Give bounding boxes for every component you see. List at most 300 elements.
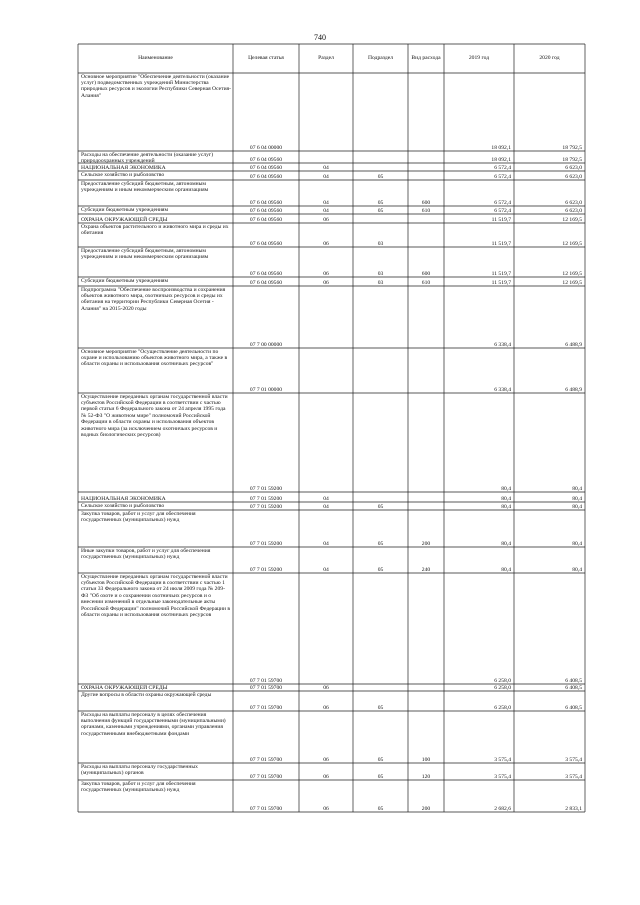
cell-text: 07 6 04 09560 [249,207,283,214]
subsection-cell [353,781,408,813]
page-number: 740 [314,33,326,42]
subsection-cell [353,207,408,215]
header-name: Наименование [138,55,173,62]
cell-text: Сельское хозяйство и рыболовство [81,502,165,509]
cell-text: 80,4 [501,503,511,510]
year-2020-cell [514,781,585,813]
cell-text: 2 833,1 [565,805,582,812]
cell-text: ОХРАНА ОКРУЖАЮЩЕЙ СРЕДЫ [81,684,168,691]
cell-text: Закупка товаров, работ и услуг для обеспечения государственных (муниципальных) нужд [81,510,196,523]
cell-text: 03 [377,240,384,247]
cell-text: 06 [323,805,329,812]
name-cell [78,503,233,511]
year-2019-cell [444,781,514,813]
cell-text: Субсидии бюджетным учреждениям [81,206,169,213]
expense-type-cell [408,164,444,172]
year-2019-cell [444,172,514,181]
subsection-cell [353,164,408,172]
cell-text: Предоставление субсидий бюджетным, автономным учреждениям и иным некоммерческим организациям [81,180,209,193]
section-cell [299,781,353,813]
section-cell [299,215,353,224]
cell-text: 05 [377,704,384,711]
cell-text: Расходы на выплаты персоналу в целях обеспечения выполнения функций государственными (муниципальными) органами, казенными учреждениями, органами управления государственными внебюджетными фондами [81,711,226,737]
cell-text: 07 7 01 59700 [249,684,283,691]
expense-type-cell [408,224,444,248]
name-cell [78,394,233,493]
subsection-cell [353,692,408,712]
subsection-cell [353,548,408,574]
year-2020-cell [514,685,585,692]
cell-text: 80,4 [501,540,511,547]
cell-text: 200 [421,805,431,812]
cell-text: 07 7 00 00000 [249,341,283,348]
header-year-2020: 2020 год [539,55,560,62]
subsection-cell [353,181,408,207]
name-cell [78,764,233,781]
cell-text: 80,4 [572,503,582,510]
name-cell [78,164,233,172]
year-2020-cell [514,278,585,287]
section-cell [299,503,353,511]
cell-text: 07 7 01 59200 [249,495,283,502]
name-cell [78,152,233,164]
expense-type-cell [408,181,444,207]
year-2020-cell [514,394,585,493]
section-cell [299,248,353,278]
cell-text: ОХРАНА ОКРУЖАЮЩЕЙ СРЕДЫ [81,216,168,223]
cell-text: 610 [421,207,431,214]
year-2019-cell [444,74,514,152]
year-2019-cell [444,278,514,287]
expense-type-cell [408,172,444,181]
cell-text: Предоставление субсидий бюджетным, автономным учреждениям и иным некоммерческим организациям [81,247,209,260]
name-cell [78,215,233,224]
target-article-cell [233,164,299,172]
cell-text: Субсидии бюджетным учреждениям [81,277,169,284]
section-cell [299,574,353,685]
cell-text: 6 623,0 [565,207,582,214]
target-article-cell [233,224,299,248]
section-cell [299,152,353,164]
name-cell [78,712,233,764]
target-article-cell [233,394,299,493]
cell-text: 05 [377,566,384,573]
name-cell [78,248,233,278]
section-cell [299,278,353,287]
cell-text: 04 [323,173,329,180]
cell-text: 240 [421,566,431,573]
section-cell [299,394,353,493]
cell-text: 04 [323,503,329,510]
subsection-cell [353,278,408,287]
cell-text: 07 7 01 59200 [249,485,283,492]
cell-text: 6 488,9 [565,386,582,393]
year-2020-cell [514,181,585,207]
cell-text: 18 092,1 [491,156,511,163]
cell-text: 05 [377,199,384,206]
target-article-cell [233,548,299,574]
cell-text: 12 169,5 [562,216,582,223]
cell-text: Расходы на обеспечение деятельности (оказание услуг) природоохранных учреждений [81,151,214,163]
target-article-cell [233,152,299,164]
header-section: Раздел [318,55,334,62]
year-2020-cell [514,511,585,548]
year-2020-cell [514,349,585,394]
cell-text: 600 [421,199,431,206]
section-cell [299,287,353,349]
subsection-cell [353,224,408,248]
cell-text: 07 7 01 59700 [249,704,283,711]
cell-text: 03 [377,279,384,286]
cell-text: 05 [377,540,384,547]
cell-text: НАЦИОНАЛЬНАЯ ЭКОНОМИКА [81,495,166,502]
subsection-cell [353,685,408,692]
year-2019-cell [444,207,514,215]
expense-type-cell [408,511,444,548]
year-2019-cell [444,511,514,548]
expense-type-cell [408,74,444,152]
target-article-cell [233,712,299,764]
year-2020-cell [514,287,585,349]
cell-text: 04 [323,540,329,547]
cell-text: 07 6 04 00000 [249,144,283,151]
subsection-cell [353,394,408,493]
cell-text: 04 [323,199,329,206]
cell-text: Осуществление переданных органам государственной власти субъектов Российской Федерации в соответствии с частью первой статьи 6 Федерального закона от 24 апреля 1995 года № 52-ФЗ "О животном мире" полномочий Российской Федерации в области охраны и использования объектов животного мира (за исключением охотничьих ресурсов и водных биологических ресурсов) [81,393,228,438]
target-article-cell [233,349,299,394]
cell-text: 6 338,4 [494,386,511,393]
cell-text: 80,4 [572,485,582,492]
cell-text: 07 6 04 09560 [249,216,283,223]
cell-text: 07 7 01 59700 [249,756,283,763]
subsection-cell [353,511,408,548]
cell-text: 11 519,7 [491,270,511,277]
subsection-cell [353,503,408,511]
cell-text: 04 [323,495,329,502]
name-cell [78,207,233,215]
cell-text: 07 6 04 09560 [249,164,283,171]
cell-text: Осуществление переданных органам государственной власти субъектов Российской Федерации в соответствии с частью 1 статьи 33 Федерального закона от 24 июля 2009 года № 209-ФЗ "Об охоте и о сохранении охотничьих ресурсов и о внесении изменений в отдельные законодательные акты Российской Федерации" полномочий Российской Федерации в области охраны и использования охотничьих ресурсов [81,573,231,618]
year-2020-cell [514,692,585,712]
cell-text: 6 408,5 [565,704,582,711]
subsection-cell [353,287,408,349]
cell-text: 6 572,4 [494,207,511,214]
expense-type-cell [408,712,444,764]
year-2020-cell [514,224,585,248]
cell-text: 06 [323,216,329,223]
cell-text: 600 [421,270,431,277]
target-article-cell [233,287,299,349]
cell-text: 6 488,9 [565,341,582,348]
cell-text: 12 169,5 [562,240,582,247]
section-cell [299,493,353,503]
subsection-cell [353,74,408,152]
cell-text: 6 258,0 [494,677,511,684]
name-cell [78,181,233,207]
target-article-cell [233,692,299,712]
subsection-cell [353,248,408,278]
cell-text: 06 [323,704,329,711]
cell-text: 6 623,0 [565,199,582,206]
name-cell [78,692,233,712]
section-cell [299,207,353,215]
cell-text: 07 7 01 59200 [249,503,283,510]
expense-type-cell [408,152,444,164]
year-2020-cell [514,152,585,164]
cell-text: 18 092,1 [491,144,511,151]
year-2020-cell [514,248,585,278]
cell-text: 12 169,5 [562,270,582,277]
cell-text: НАЦИОНАЛЬНАЯ ЭКОНОМИКА [81,164,166,171]
year-2019-cell [444,503,514,511]
expense-type-cell [408,493,444,503]
cell-text: 07 6 04 09560 [249,173,283,180]
year-2020-cell [514,548,585,574]
subsection-cell [353,712,408,764]
expense-type-cell [408,548,444,574]
header-year-2019: 2019 год [468,55,490,62]
cell-text: 3 575,4 [565,756,582,763]
year-2019-cell [444,349,514,394]
target-article-cell [233,181,299,207]
cell-text: 3 575,4 [494,756,511,763]
year-2019-cell [444,493,514,503]
cell-text: 06 [323,240,329,247]
expense-type-cell [408,287,444,349]
cell-text: 120 [421,773,431,780]
year-2020-cell [514,74,585,152]
header-target-article: Целевая статья [248,55,284,62]
cell-text: 80,4 [572,540,582,547]
cell-text: 6 338,4 [494,341,511,348]
expense-type-cell [408,278,444,287]
section-cell [299,349,353,394]
cell-text: 07 7 01 00000 [249,386,283,393]
year-2020-cell [514,503,585,511]
cell-text: 80,4 [501,566,511,573]
target-article-cell [233,764,299,781]
name-cell [78,781,233,813]
target-article-cell [233,685,299,692]
cell-text: 200 [421,540,431,547]
year-2019-cell [444,224,514,248]
cell-text: 6 258,0 [494,704,511,711]
year-2019-cell [444,164,514,172]
section-cell [299,511,353,548]
section-cell [299,692,353,712]
year-2019-cell [444,692,514,712]
cell-text: 12 169,5 [562,279,582,286]
expense-type-cell [408,349,444,394]
section-cell [299,74,353,152]
subsection-cell [353,172,408,181]
year-2019-cell [444,764,514,781]
expense-type-cell [408,692,444,712]
cell-text: 06 [323,684,329,691]
target-article-cell [233,278,299,287]
target-article-cell [233,215,299,224]
cell-text: Закупка товаров, работ и услуг для обеспечения государственных (муниципальных) нужд [81,780,196,793]
cell-text: 11 519,7 [491,279,511,286]
year-2020-cell [514,712,585,764]
cell-text: 05 [377,756,384,763]
cell-text: Основное мероприятие "Обеспечение деятельности (оказание услуг) подведомственных учреждений Министерства природных ресурсов и экологии Республики Северная Осетия-Алания" [81,73,231,99]
expense-type-cell [408,574,444,685]
year-2019-cell [444,181,514,207]
cell-text: 04 [323,164,329,171]
cell-text: 06 [323,773,329,780]
year-2019-cell [444,152,514,164]
section-cell [299,712,353,764]
cell-text: 05 [377,773,384,780]
year-2019-cell [444,394,514,493]
year-2019-cell [444,215,514,224]
target-article-cell [233,574,299,685]
year-2020-cell [514,574,585,685]
expense-type-cell [408,394,444,493]
section-cell [299,764,353,781]
target-article-cell [233,781,299,813]
cell-text: 610 [421,279,431,286]
subsection-cell [353,493,408,503]
expense-type-cell [408,764,444,781]
cell-text: 06 [323,270,329,277]
cell-text: 100 [421,756,431,763]
section-cell [299,164,353,172]
cell-text: 04 [323,207,329,214]
cell-text: Основное мероприятие "Осуществление деятельности по охране и использованию объектов животного мира, а также в области охраны и использования охотничьих ресурсов" [81,348,228,368]
name-cell [78,172,233,181]
cell-text: Подпрограмма "Обеспечение воспроизводства и сохранения объектов животного мира, охотничьих ресурсов и среды их обитания на территории Республики Северная Осетия - Алания" на 2015-2020 годы [81,286,226,312]
cell-text: 07 7 01 59700 [249,805,283,812]
cell-text: 80,4 [501,495,511,502]
cell-text: 06 [323,279,329,286]
target-article-cell [233,248,299,278]
cell-text: 3 575,4 [494,773,511,780]
subsection-cell [353,215,408,224]
cell-text: 6 572,4 [494,199,511,206]
subsection-cell [353,349,408,394]
name-cell [78,548,233,574]
name-cell [78,493,233,503]
cell-text: 04 [323,566,329,573]
year-2019-cell [444,248,514,278]
subsection-cell [353,574,408,685]
cell-text: 18 792,5 [562,144,582,151]
name-cell [78,349,233,394]
header-expense-type: Вид расхода [411,55,441,62]
section-cell [299,172,353,181]
cell-text: 07 6 04 09560 [249,240,283,247]
subsection-cell [353,152,408,164]
target-article-cell [233,74,299,152]
expense-type-cell [408,248,444,278]
section-cell [299,548,353,574]
expense-type-cell [408,207,444,215]
year-2020-cell [514,493,585,503]
subsection-cell [353,764,408,781]
name-cell [78,278,233,287]
name-cell [78,74,233,152]
cell-text: 80,4 [572,566,582,573]
expense-type-cell [408,503,444,511]
cell-text: 07 6 04 09560 [249,270,283,277]
cell-text: 07 7 01 59700 [249,677,283,684]
cell-text: Охрана объектов растительного и животного мира и среды их обитания [81,223,229,236]
year-2019-cell [444,548,514,574]
cell-text: 6 623,0 [565,173,582,180]
target-article-cell [233,503,299,511]
cell-text: Другие вопросы в области охраны окружающей среды [81,691,212,698]
expense-type-cell [408,215,444,224]
cell-text: 07 7 01 59700 [249,773,283,780]
target-article-cell [233,493,299,503]
cell-text: 07 7 01 59200 [249,566,283,573]
year-2019-cell [444,685,514,692]
cell-text: 2 682,6 [494,805,511,812]
cell-text: Иные закупки товаров, работ и услуг для обеспечения государственных (муниципальных) нужд [81,547,211,560]
name-cell [78,685,233,692]
year-2019-cell [444,574,514,685]
year-2020-cell [514,215,585,224]
cell-text: 80,4 [501,485,511,492]
expense-type-cell [408,685,444,692]
target-article-cell [233,172,299,181]
cell-text: 6 408,5 [565,677,582,684]
cell-text: 6 572,4 [494,164,511,171]
cell-text: 6 572,4 [494,173,511,180]
section-cell [299,685,353,692]
cell-text: 80,4 [572,495,582,502]
expense-type-cell [408,781,444,813]
cell-text: 05 [377,207,384,214]
cell-text: 11 519,7 [491,240,511,247]
section-cell [299,224,353,248]
cell-text: 05 [377,805,384,812]
cell-text: Сельское хозяйство и рыболовство [81,171,165,178]
cell-text: 6 408,5 [565,684,582,691]
cell-text: 07 6 04 09560 [249,279,283,286]
name-cell [78,511,233,548]
year-2020-cell [514,172,585,181]
cell-text: 05 [377,173,384,180]
header-subsection: Подраздел [367,55,394,62]
year-2020-cell [514,207,585,215]
cell-text: 07 6 04 09560 [249,199,283,206]
name-cell [78,224,233,248]
year-2020-cell [514,764,585,781]
cell-text: 07 7 01 59200 [249,540,283,547]
cell-text: 03 [377,270,384,277]
cell-text: 05 [377,503,384,510]
name-cell [78,574,233,685]
year-2019-cell [444,712,514,764]
cell-text: 3 575,4 [565,773,582,780]
cell-text: 6 623,0 [565,164,582,171]
cell-text: 11 519,7 [491,216,511,223]
cell-text: 06 [323,756,329,763]
cell-text: 18 792,5 [562,156,582,163]
cell-text: Расходы на выплаты персоналу государственных (муниципальных) органов [81,763,198,776]
target-article-cell [233,207,299,215]
name-cell [78,287,233,349]
cell-text: 6 258,0 [494,684,511,691]
year-2019-cell [444,287,514,349]
target-article-cell [233,511,299,548]
cell-text: 07 6 04 09560 [249,156,283,163]
year-2020-cell [514,164,585,172]
section-cell [299,181,353,207]
